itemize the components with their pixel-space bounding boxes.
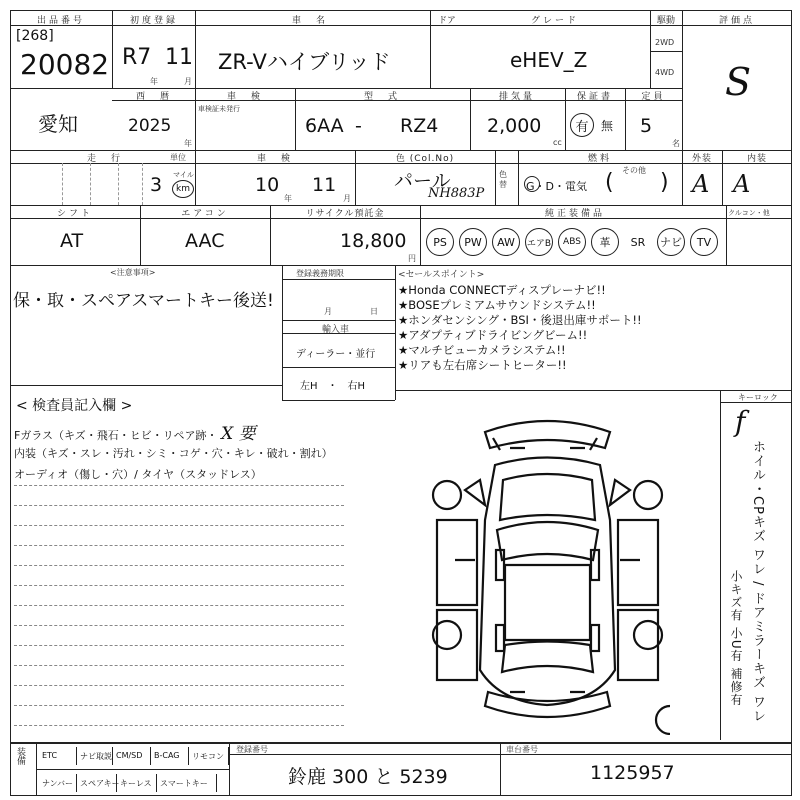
side-note-1: ホイル・CPキズ ワレ / ドアミラーキズ ワレ bbox=[750, 440, 765, 723]
type-prefix: 6AA bbox=[305, 115, 344, 137]
lot-number: 20082 bbox=[20, 48, 110, 81]
lot-sub: [268] bbox=[16, 28, 54, 44]
grade: eHEV_Z bbox=[510, 48, 588, 72]
seats: 5 bbox=[640, 115, 653, 137]
equipment-item: 革 bbox=[591, 228, 619, 256]
equipment-item: AW bbox=[492, 228, 520, 256]
region: 愛知 bbox=[38, 112, 78, 136]
sales-point: ★リアも左右席シートヒーター!! bbox=[398, 358, 567, 372]
km-unit: km bbox=[172, 180, 194, 198]
side-note-2: 小キズ有 小U有 補修有 bbox=[729, 570, 743, 707]
car-name: ZR-Vハイブリッド bbox=[218, 50, 391, 74]
door-label: ドア bbox=[438, 16, 456, 26]
sales-point: ★BOSEプレミアムサウンドシステム!! bbox=[398, 298, 596, 312]
fuel-g-circle bbox=[524, 176, 540, 192]
warranty-yes: 有 bbox=[570, 113, 594, 137]
shift: AT bbox=[60, 230, 84, 252]
sales-point: ★マルチビューカメラシステム!! bbox=[398, 343, 566, 357]
color-code: NH883P bbox=[428, 186, 485, 201]
footer-equip-item: スペアキー bbox=[80, 779, 120, 788]
drive-label: 駆動 bbox=[656, 16, 675, 26]
sales-point: ★ホンダセンシング・BSI・後退出庫サポート!! bbox=[398, 313, 642, 327]
car-name-label: 車 名 bbox=[291, 16, 328, 26]
score-value: S bbox=[725, 60, 752, 104]
sales-point: ★Honda CONNECTディスプレーナビ!! bbox=[398, 283, 606, 297]
color: パール bbox=[394, 170, 451, 192]
footer-equip-item: リモコン bbox=[192, 752, 224, 761]
inspector-title: < 検査員記入欄 > bbox=[16, 398, 133, 414]
equipment-item: ナビ bbox=[657, 228, 685, 256]
score-label: 評価点 bbox=[718, 16, 755, 26]
shaken-month: 11 bbox=[312, 174, 337, 196]
equipment-item: SR bbox=[630, 235, 646, 249]
footer-equip-item: ETC bbox=[42, 751, 58, 760]
recycle-fee: 18,800 bbox=[340, 230, 407, 252]
footer-equip-item: スマートキー bbox=[160, 779, 208, 788]
model-year: 2025 bbox=[128, 116, 172, 136]
footer-equip-item: キーレス bbox=[120, 779, 152, 788]
exterior-grade: A bbox=[692, 170, 710, 198]
chassis: 1125957 bbox=[590, 762, 675, 784]
drive-4wd: 4WD bbox=[655, 68, 675, 77]
equipment-item: PW bbox=[459, 228, 487, 256]
equipment-item: PS bbox=[426, 228, 454, 256]
footer-equip-item: ナンバー bbox=[42, 779, 74, 788]
footer-equip-item: ナビ取説 bbox=[80, 752, 112, 761]
fuel-options: G・D・電気 bbox=[526, 180, 587, 193]
shaken-year: 10 bbox=[255, 174, 280, 196]
first-reg-month: 11 bbox=[165, 45, 193, 70]
car-diagram bbox=[425, 410, 670, 735]
plate: 鈴鹿 300 と 5239 bbox=[288, 766, 448, 788]
interior-grade: A bbox=[733, 170, 751, 198]
sales-point: ★アダプティブドライビングビーム!! bbox=[398, 328, 588, 342]
equipment-item: TV bbox=[690, 228, 718, 256]
type-code: RZ4 bbox=[400, 115, 439, 137]
first-reg-label: 初度登録 bbox=[129, 16, 178, 26]
grade-label: グレード bbox=[530, 16, 579, 26]
displacement: 2,000 bbox=[487, 115, 542, 137]
lot-label: 出品番号 bbox=[36, 16, 85, 26]
equipment-item: ABS bbox=[558, 228, 586, 256]
first-reg-year: R7 bbox=[122, 45, 152, 70]
aircon: AAC bbox=[185, 230, 225, 252]
mileage: 3 bbox=[150, 174, 163, 196]
keylock-mark: f bbox=[735, 405, 746, 438]
footer-equip-item: CM/SD bbox=[116, 751, 143, 760]
glass-line: Fガラス（キズ・飛石・ヒビ・リペア跡・ X 要 bbox=[14, 424, 256, 444]
footer-equip-item: B-CAG bbox=[154, 751, 180, 760]
equipment-item: エアB bbox=[525, 228, 553, 256]
note-text: 保・取・スペアスマートキー後送! bbox=[13, 291, 274, 311]
drive-2wd: 2WD bbox=[655, 38, 675, 47]
sales-points bbox=[398, 283, 642, 373]
